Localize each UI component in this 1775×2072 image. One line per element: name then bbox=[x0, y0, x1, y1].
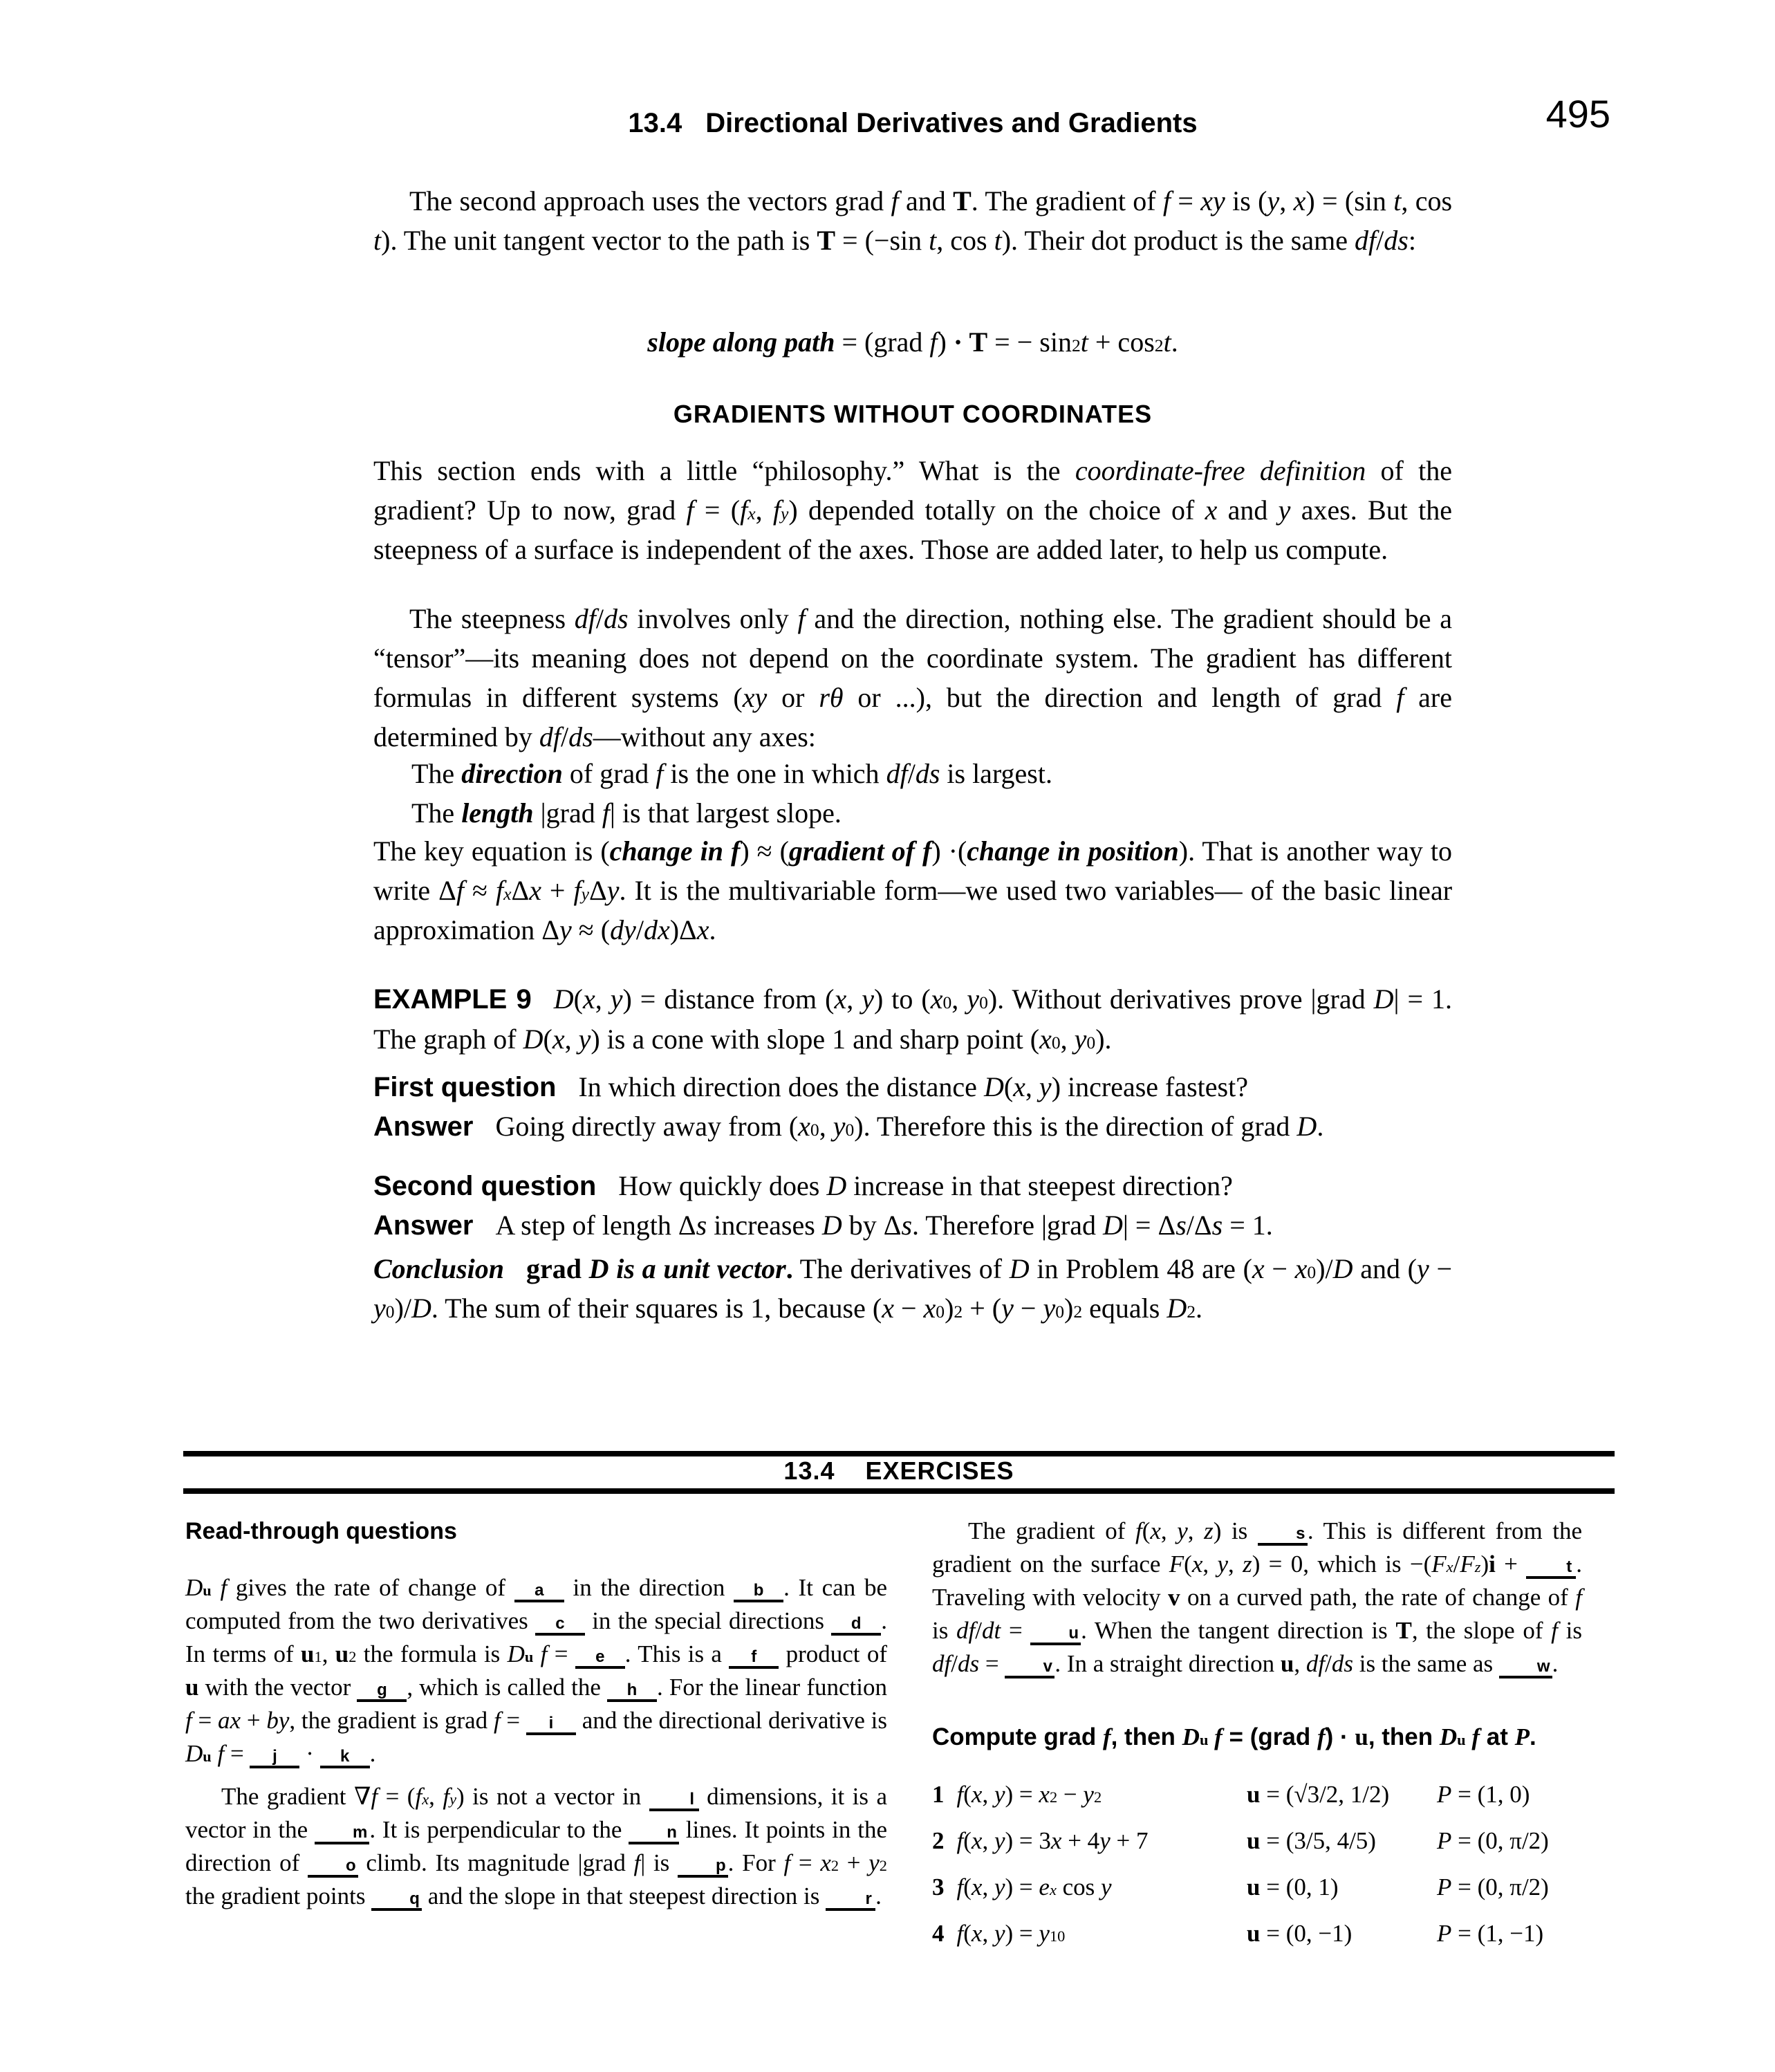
exercise-number: 2 bbox=[932, 1827, 945, 1854]
compute-instruction: Compute grad f, then Du f = (grad f) · u, then Du f at P. bbox=[932, 1723, 1536, 1750]
f-expression: f(x, $y) = e^x$ cos y bbox=[956, 1874, 1112, 1900]
conclusion-label: Conclusion bbox=[373, 1253, 504, 1284]
exercise-item-3 bbox=[932, 1871, 1582, 1904]
exercise-number: 4 bbox=[932, 1920, 945, 1947]
u-vector: u = (0, 1) bbox=[1247, 1874, 1339, 1900]
first-question-body: In which direction does the distance D(x, y) increase fastest? bbox=[578, 1071, 1248, 1102]
para-philosophy: This section ends with a little “philosophy.” What is the coordinate-free definition of the gradient? Up to now, grad f = (fx, fy) depended totally on the choice of x and y axes. But the steepness of a surface is independent of the axes. Those are added later, to help us compute. bbox=[373, 455, 1452, 565]
exercises-left-column bbox=[185, 1515, 887, 1913]
u-vector: u = (3/5, 4/5) bbox=[1247, 1827, 1376, 1854]
para-steepness: The steepness df/ds involves only f and the direction, nothing else. The gradient should be a “tensor”—its meaning does not depend on the coordinate system. The gradient has different formulas in different systems (xy or rθ or ...), but the direction and length of grad f are determined by df/ds—without any axes: bbox=[373, 603, 1453, 752]
exercises-rule-top bbox=[183, 1451, 1615, 1456]
example-body: D(x, y) = distance from (x, y) to (x0, y0). Without derivatives prove |grad D| = 1. The graph of D(x, y) is a cone with slope 1 and sharp point (x0, y0). bbox=[373, 983, 1453, 1055]
running-header bbox=[373, 108, 1452, 139]
exercise-item-2 bbox=[932, 1824, 1582, 1858]
exercises-rule-bottom bbox=[183, 1488, 1615, 1494]
u-vector: u = (√3/2, 1/2) bbox=[1247, 1781, 1390, 1808]
read-through-para-c: The gradient of f(x, y, z) is s. This is different from the gradient on the surface F(x, y, z) = 0, which is −(Fx/Fz)i + t . Traveling with velocity v on a curved path, the rate of change of f is df/dt = u. When the tangent direction is T, the slope of f is df/ds = v. In a straight direction u, df/ds is the same as w. bbox=[932, 1515, 1582, 1681]
p-point: P = (0, π/2) bbox=[1437, 1874, 1549, 1900]
read-through-para-b: The gradient ∇f = (fx, fy) is not a vector in l dimensions, it is a vector in the m. It is perpendicular to the n lines. It points in the direction of o climb. Its magnitude |grad f| is p. For $f = x^2 + y^2$ the gradient points q and the slope in that steepest direction is r . bbox=[185, 1780, 887, 1913]
section-title: Directional Derivatives and Gradients bbox=[705, 108, 1198, 138]
heading-gradients-without-coordinates: GRADIENTS WITHOUT COORDINATES bbox=[673, 400, 1153, 428]
f-expression: f(x, $y) = y^{10}$ bbox=[956, 1920, 1066, 1947]
example-label: EXAMPLE 9 bbox=[373, 984, 532, 1015]
exercises-right-column bbox=[932, 1515, 1582, 1963]
read-through-para-a: Du f gives the rate of change of a in the direction b . It can be computed from the two derivatives c in the special directions d . In terms of u1, u2 the formula is Du f = e . This is a f product of u with the vector g , which is called the h . For the linear function f = ax + by, the gradient is grad f = i and the directional derivative is Du f = j · k . bbox=[185, 1571, 887, 1770]
first-answer-label: Answer bbox=[373, 1111, 474, 1142]
second-answer-body: A step of length Δs increases D by Δs. Therefore |grad D| = Δs/Δs = 1. bbox=[495, 1210, 1273, 1241]
line-length-of-grad: The length |grad f| is that largest slope. bbox=[411, 797, 842, 829]
exercise-number: 1 bbox=[932, 1781, 945, 1808]
second-answer bbox=[373, 1205, 1452, 1246]
para-key-equation: The key equation is (change in f) ≈ (gradient of f) ·(change in position). That is another way to write Δf ≈ fxΔx + fyΔy. It is the multivariable form—we used two variables— of the basic linear approximation Δy ≈ (dy/dx)Δx. bbox=[373, 835, 1453, 945]
second-question bbox=[373, 1166, 1452, 1206]
p-point: P = (1, −1) bbox=[1437, 1920, 1544, 1947]
first-question bbox=[373, 1067, 1452, 1107]
exercise-item-4 bbox=[932, 1917, 1582, 1950]
page-number: 495 bbox=[1545, 92, 1610, 136]
conclusion bbox=[373, 1249, 1452, 1328]
exercises-banner-section: 13.4 bbox=[783, 1456, 835, 1485]
line-direction-of-grad: The direction of grad f is the one in which df/ds is largest. bbox=[411, 758, 1052, 789]
exercise-item-1 bbox=[932, 1778, 1582, 1811]
u-vector: u = (0, −1) bbox=[1247, 1920, 1353, 1947]
f-expression: f(x, y) = 3x + 4y + 7 bbox=[956, 1827, 1149, 1854]
f-expression: f(x, $y) = x^2 - y^2$ bbox=[956, 1781, 1102, 1808]
p-point: P = (0, π/2) bbox=[1437, 1827, 1549, 1854]
p-point: P = (1, 0) bbox=[1437, 1781, 1530, 1808]
equation-slope-along-path: slope along path = (grad f) · T = − $\sin^2t + \cos^2t$. bbox=[647, 326, 1178, 358]
second-answer-label: Answer bbox=[373, 1210, 474, 1241]
second-question-label: Second question bbox=[373, 1171, 597, 1201]
read-through-heading: Read-through questions bbox=[185, 1518, 457, 1544]
example-9 bbox=[373, 979, 1452, 1059]
second-question-body: How quickly does D increase in that steepest direction? bbox=[618, 1170, 1233, 1201]
exercise-number: 3 bbox=[932, 1874, 945, 1900]
first-answer bbox=[373, 1107, 1452, 1147]
conclusion-body: grad D is a unit vector. The derivatives of D in Problem 48 are (x − x0)/D and (y − y0)/D. The sum of their squares is 1, because $(x - x0)^2 + (y - y0)^2$ equals $D^2$. bbox=[373, 1253, 1453, 1324]
exercises-banner bbox=[183, 1456, 1615, 1486]
exercise-items bbox=[932, 1778, 1582, 1950]
exercises-banner-title: EXERCISES bbox=[865, 1456, 1014, 1485]
first-question-label: First question bbox=[373, 1072, 557, 1102]
section-number: 13.4 bbox=[628, 108, 682, 138]
para-second-approach: The second approach uses the vectors grad f and T. The gradient of f = xy is (y, x) = (sin t, cos t). The unit tangent vector to the path is T = (−sin t, cos t). Their dot product is the same df/ds: bbox=[373, 185, 1453, 256]
first-answer-body: Going directly away from (x0, y0). Therefore this is the direction of grad D. bbox=[495, 1111, 1324, 1142]
